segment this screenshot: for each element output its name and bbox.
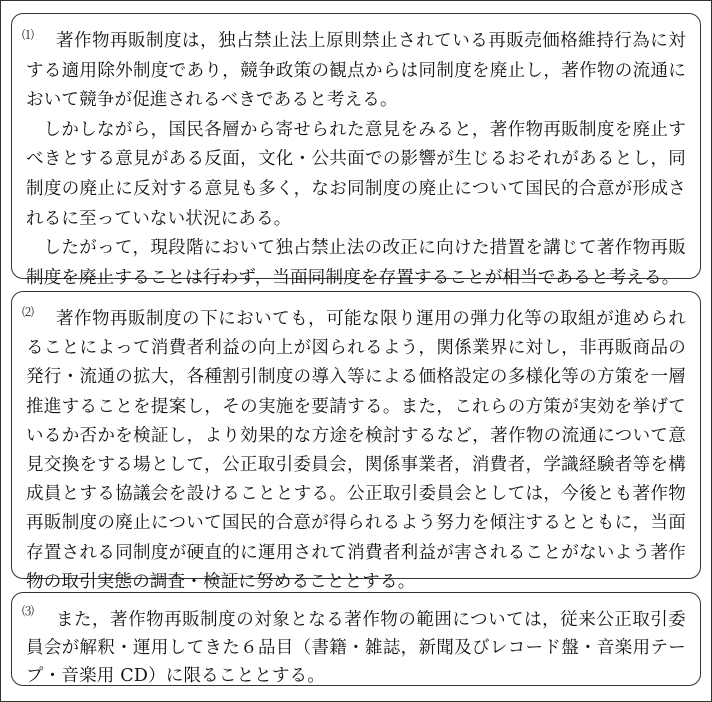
paragraph: また，著作物再販制度の対象となる著作物の範囲については，従来公正取引委員会が解釈・運用してきた６品目（書籍・雑誌，新聞及びレコード盤・音楽用テープ・音楽用 CD）に限ることとする。 [26, 610, 686, 686]
paragraph: したがって，現段階において独占禁止法の改正に向けた措置を講じて著作物再販制度を廃止することは行わず，当面同制度を存置することが相当であると考える。 [26, 238, 686, 288]
paragraph: 著作物再販制度は，独占禁止法上原則禁止されている再販売価格維持行為に対する適用除外制度であり，競争政策の観点からは同制度を廃止し，著作物の流通において競争が促進されるべきであると考える。 [26, 31, 686, 111]
section-number: ⑵ [22, 305, 35, 319]
section-number: ⑶ [22, 604, 35, 618]
section-number: ⑴ [22, 28, 35, 42]
section-box-2 [11, 291, 701, 592]
paragraph: しかしながら，国民各層から寄せられた意見をみると，著作物再販制度を廃止すべきとする意見がある反面，文化・公共面での影響が生じるおそれがあるとし，同制度の廃止に反対する意見も多く，なお同制度の廃止について国民的合意が形成されるに至っていない状況にある。 [26, 119, 686, 229]
paragraph: 著作物再販制度の下においても，可能な限り運用の弾力化等の取組が進められることによって消費者利益の向上が図られるよう，関係業界に対し，非再販商品の発行・流通の拡大，各種割引制度の導入等による価格設定の多様化等の方策を一層推進することを提案し，その実施を要請する。また，これらの方策が実効を挙げているか否かを検証し，より効果的な方途を検討するなど，著作物の流通について意見交換をする場として，公正取引委員会，関係事業者，消費者，学識経験者等を構成員とする協議会を設けることとする。公正取引委員会としては，今後とも著作物再販制度の廃止について国民的合意が得られるよう努力を傾注するとともに，当面存置される同制度が硬直的に運用されて消費者利益が害されることがないよう著作物の取引実態の調査・検証に努めることとする。 [26, 309, 686, 592]
section-box-1 [11, 13, 701, 288]
section-box-3 [11, 592, 701, 686]
